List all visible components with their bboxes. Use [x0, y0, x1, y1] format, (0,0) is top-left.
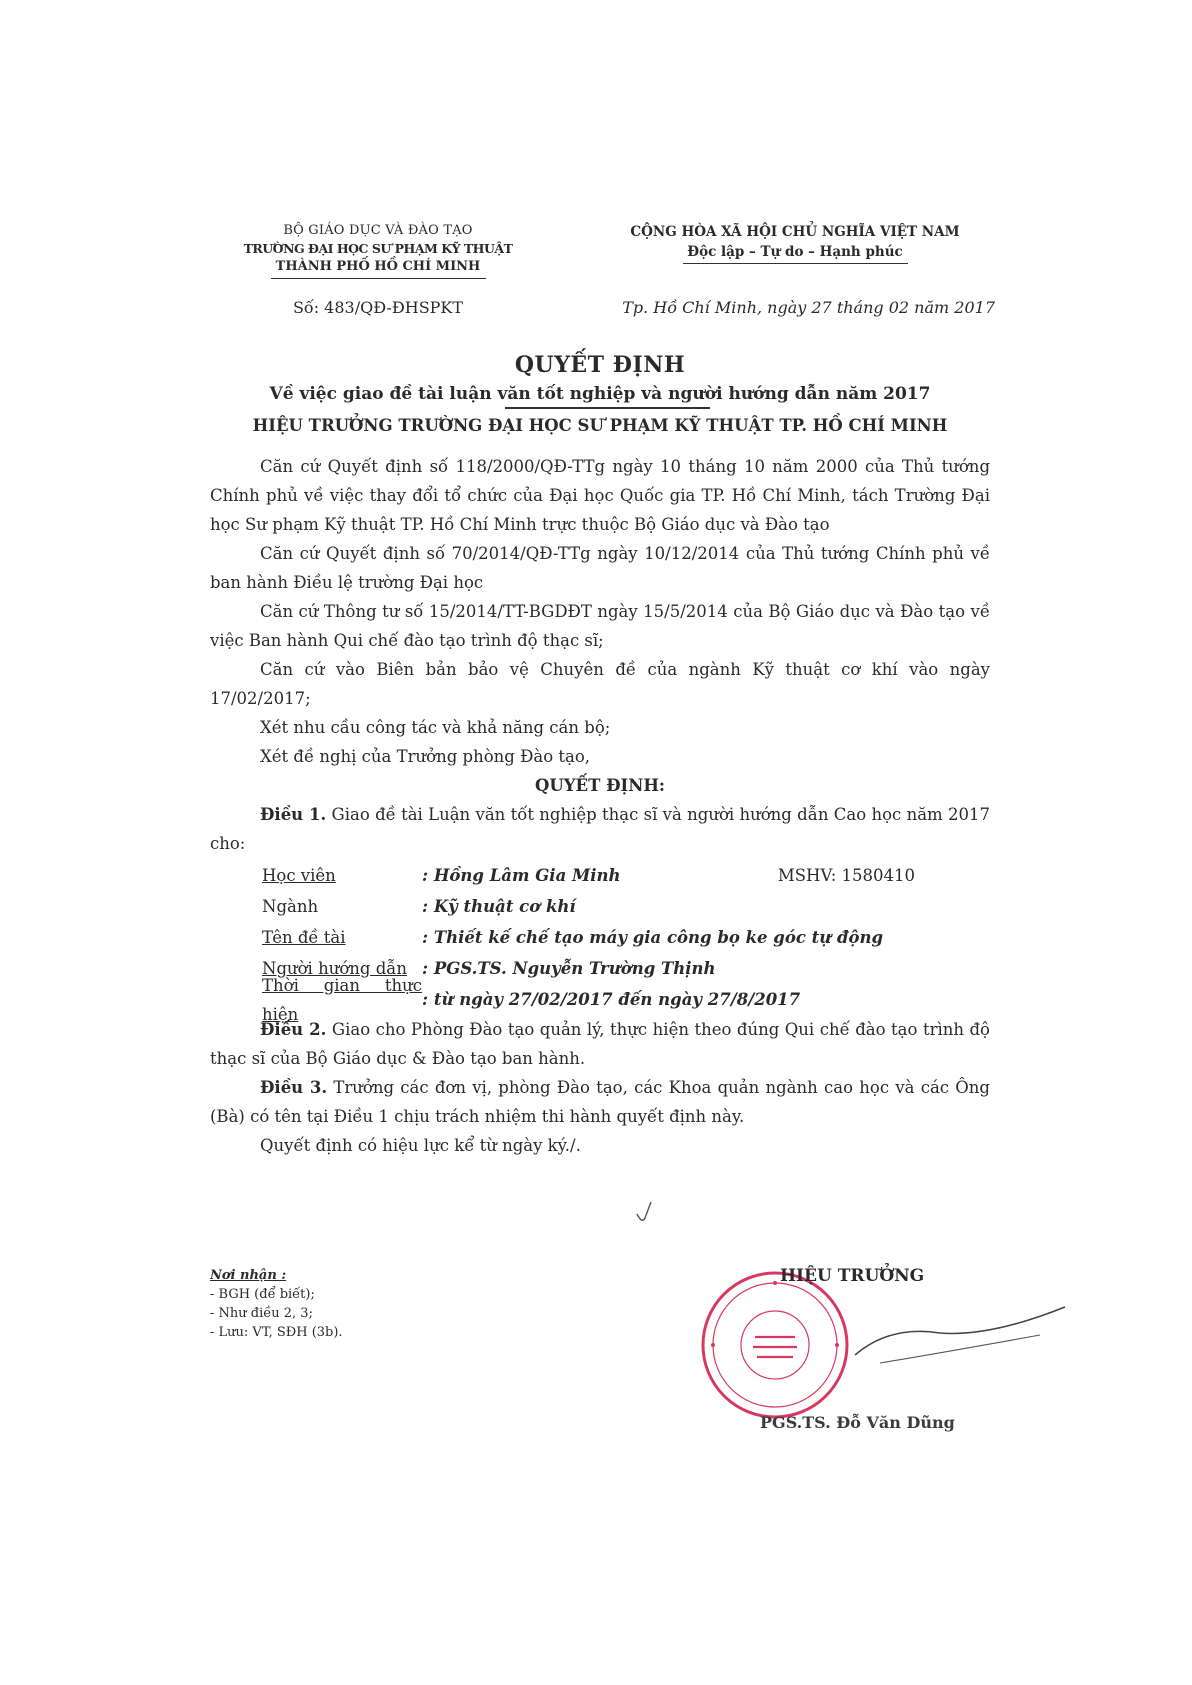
topic-label: Tên đề tài	[262, 928, 346, 947]
city-name: THÀNH PHỐ HỒ CHÍ MINH	[275, 259, 481, 274]
motto: Độc lập – Tự do – Hạnh phúc	[687, 244, 903, 260]
recipients-heading: Nơi nhận :	[210, 1268, 287, 1283]
article-3-label: Điều 3.	[260, 1078, 328, 1097]
student-value: : Hồng Lâm Gia Minh	[422, 866, 621, 885]
effective-clause: Quyết định có hiệu lực kể từ ngày ký./.	[260, 1136, 581, 1155]
article-3-text: Trưởng các đơn vị, phòng Đào tạo, các Khoa quản ngành cao học và các Ông (Bà) có tên tại Điều 1 chịu trách nhiệm thi hành quyết định này.	[210, 1078, 990, 1126]
decision-heading: QUYẾT ĐỊNH:	[534, 776, 666, 795]
basis-paragraph: Xét đề nghị của Trưởng phòng Đào tạo,	[260, 747, 591, 766]
header-right-rule	[683, 263, 908, 264]
issuing-authority: HIỆU TRƯỞNG TRƯỜNG ĐẠI HỌC SƯ PHẠM KỸ THUẬT TP. HỒ CHÍ MINH	[252, 416, 948, 435]
document-date: Tp. Hồ Chí Minh, ngày 27 tháng 02 năm 2017	[622, 298, 995, 317]
article-1-label: Điều 1.	[260, 805, 327, 824]
national-motto	[600, 222, 990, 264]
advisor-value: : PGS.TS. Nguyễn Trường Thịnh	[422, 959, 716, 978]
major-label: Ngành	[262, 897, 319, 916]
basis-paragraph: Căn cứ Thông tư số 15/2014/TT-BGDĐT ngày 15/5/2014 của Bộ Giáo dục và Đào tạo về việc Ban hành Qui chế đào tạo trình độ thạc sĩ;	[210, 602, 990, 650]
recipient-item: - Lưu: VT, SĐH (3b).	[210, 1325, 343, 1340]
basis-paragraph: Căn cứ vào Biên bản bảo vệ Chuyên đề của ngành Kỹ thuật cơ khí vào ngày 17/02/2017;	[210, 660, 990, 708]
article-2-text: Giao cho Phòng Đào tạo quản lý, thực hiện theo đúng Qui chế đào tạo trình độ thạc sĩ của Bộ Giáo dục & Đào tạo ban hành.	[210, 1020, 990, 1068]
issuing-agency	[228, 222, 528, 279]
handwritten-signature-icon	[850, 1295, 1070, 1375]
article-2	[210, 1015, 990, 1073]
recipients-block	[210, 1266, 343, 1342]
subtitle-rule	[505, 407, 710, 409]
student-label: Học viên	[262, 866, 336, 885]
basis-paragraph: Căn cứ Quyết định số 118/2000/QĐ-TTg ngày 10 tháng 10 năm 2000 của Thủ tướng Chính phủ về việc thay đổi tổ chức của Đại học Quốc gia TP. Hồ Chí Minh, tách Trường Đại học Sư phạm Kỹ thuật TP. Hồ Chí Minh trực thuộc Bộ Giáo dục và Đào tạo	[210, 457, 990, 534]
document-body	[210, 452, 990, 1160]
article-1-text: Giao đề tài Luận văn tốt nghiệp thạc sĩ và người hướng dẫn Cao học năm 2017 cho:	[210, 805, 990, 853]
document-number: Số: 483/QĐ-ĐHSPKT	[292, 298, 464, 317]
detail-row-topic	[262, 922, 990, 953]
ministry-name: BỘ GIÁO DỤC VÀ ĐÀO TẠO	[283, 223, 473, 238]
assignment-details	[262, 860, 990, 1024]
official-seal-icon	[695, 1265, 855, 1425]
detail-row-period	[262, 975, 990, 1024]
major-value: : Kỹ thuật cơ khí	[422, 897, 576, 916]
header-left-rule	[271, 278, 486, 279]
document-subtitle: Về việc giao đề tài luận văn tốt nghiệp và người hướng dẫn năm 2017	[269, 384, 931, 404]
initial-mark-icon	[634, 1200, 656, 1228]
signer-name: PGS.TS. Đỗ Văn Dũng	[760, 1413, 955, 1432]
recipient-item: - BGH (để biết);	[210, 1287, 315, 1302]
article-1	[210, 800, 990, 858]
university-name: TRƯỜNG ĐẠI HỌC SƯ PHẠM KỸ THUẬT	[243, 241, 513, 256]
period-label: Thời gian thực hiện	[262, 975, 422, 1024]
signature-title: HIỆU TRƯỞNG	[780, 1266, 925, 1286]
topic-value: : Thiết kế chế tạo máy gia công bọ ke góc tự động	[422, 928, 884, 947]
country-name: CỘNG HÒA XÃ HỘI CHỦ NGHĨA VIỆT NAM	[630, 224, 960, 240]
detail-row-student	[262, 860, 990, 891]
article-2-label: Điều 2.	[260, 1020, 327, 1039]
document-title: QUYẾT ĐỊNH	[514, 352, 686, 378]
article-3	[210, 1073, 990, 1131]
detail-row-major	[262, 891, 990, 922]
recipient-item: - Như điều 2, 3;	[210, 1306, 313, 1321]
advisor-label: Người hướng dẫn	[262, 959, 408, 978]
period-value: : từ ngày 27/02/2017 đến ngày 27/8/2017	[422, 990, 801, 1009]
student-id: MSHV: 1580410	[777, 866, 915, 885]
basis-paragraph: Căn cứ Quyết định số 70/2014/QĐ-TTg ngày 10/12/2014 của Thủ tướng Chính phủ về ban hành Điều lệ trường Đại học	[210, 544, 990, 592]
basis-paragraph: Xét nhu cầu công tác và khả năng cán bộ;	[260, 718, 611, 737]
